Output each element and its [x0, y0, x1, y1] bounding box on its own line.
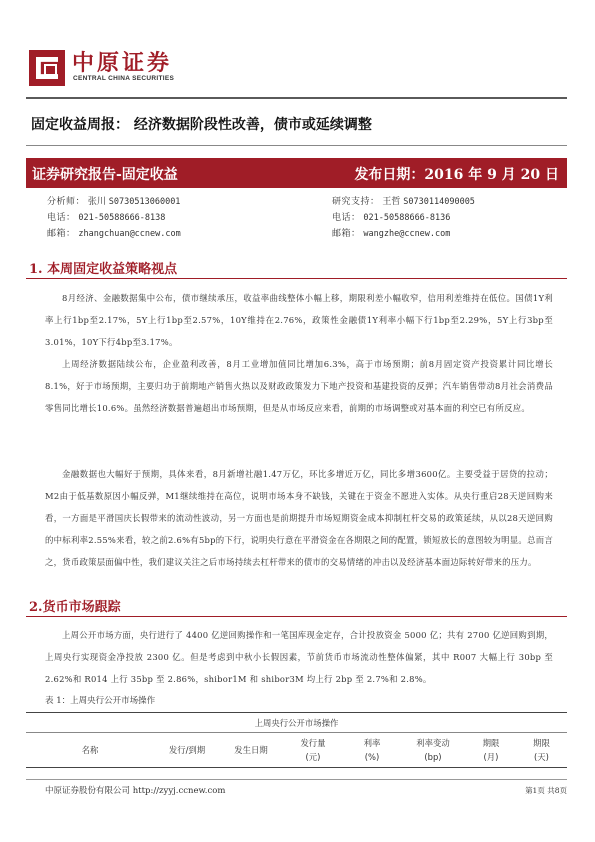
col-header-term-days: 期限 (天)	[516, 733, 567, 768]
analyst-phone: 021-50588666-8138	[78, 213, 166, 223]
paragraph-strategy-3: 金融数据也大幅好于预期，具体来看，8月新增社融1.47万亿，环比多增近万亿，同比多增3600亿。主要受益于居贷的拉动；M2由于低基数原因小幅反弹，M1继续维持在高位，说明市场本身不缺钱，关键在于资金不愿进入实体。从央行重启28天逆回购来看，一方面是平滑国庆长假带来的流动性波动，另一方面也是前期提升市场短期资金成本抑制杠杆交易的政策延续，从以28天逆回购的中标利率2.55%来看，较之前2.6%有5bp的下行，说明央行意在平滑资金在各期限之间的配置，锁短放长的意图较为明显。总而言之，货币政策层面偏中性，我们建议关注之后市场持续去杠杆带来的债市的交易情绪的冲击以及经济基本面边际转好带来的压力。	[45, 469, 553, 567]
analyst-label: 分析师：	[47, 197, 86, 207]
support-phone-line	[332, 210, 450, 223]
support-phone: 021-50588666-8136	[363, 213, 451, 223]
support-id: S0730114090005	[403, 197, 475, 207]
email-label: 邮箱：	[332, 229, 361, 239]
support-label: 研究支持：	[332, 197, 380, 207]
section-title-money-market: 2.货币市场跟踪	[29, 600, 121, 615]
col-header-rate: 利率 (%)	[344, 733, 400, 768]
phone-label: 电话：	[332, 213, 361, 223]
col-header-volume: 发行量 (元)	[282, 733, 344, 768]
analyst-email[interactable]: zhangchuan@ccnew.com	[78, 229, 181, 239]
col-header-date: 发生日期	[220, 733, 282, 768]
header-divider	[26, 97, 567, 99]
col-header-name: 名称	[26, 733, 154, 768]
support-name: 王哲	[382, 197, 401, 207]
paragraph-money-market-1: 上周公开市场方面，央行进行了 4400 亿逆回购操作和一笔国库现金定存，合计投放资金 5000 亿；共有 2700 亿逆回购到期，上周央行实现资金净投放 2300 亿。但是考虑到中秋小长假因素，节前货币市场流动性整体偏紧，其中 R007 大幅上行 30bp 至 2.62%和 R014 上行 35bp 至 2.86%，shibor1M 和 shibor3M 均上行 2bp 至 2.7%和 2.8%。	[45, 630, 553, 684]
col-header-rate-change: 利率变动 (bp)	[400, 733, 466, 768]
brand-name-cn: 中原证券	[72, 51, 173, 76]
analyst-phone-line	[47, 210, 165, 223]
brand-name-en: CENTRAL CHINA SECURITIES	[73, 75, 175, 82]
company-logo-icon	[29, 50, 65, 86]
table-header-row	[26, 733, 567, 768]
table-caption: 表 1：上周央行公开市场操作	[45, 696, 156, 706]
support-email-line	[332, 226, 450, 239]
report-title: 固定收益周报： 经济数据阶段性改善，债市或延续调整	[31, 117, 372, 133]
section-divider	[26, 616, 567, 617]
analyst-id: S0730513060001	[108, 197, 181, 207]
title-divider	[26, 145, 567, 146]
report-banner	[26, 158, 567, 188]
section-title-strategy: 1. 本周固定收益策略视点	[29, 262, 178, 277]
col-header-issue-maturity: 发行/到期	[154, 733, 220, 768]
report-category: 证券研究报告-固定收益	[32, 167, 178, 183]
analyst-line	[47, 194, 180, 207]
col-header-term-months: 期限 (月)	[466, 733, 516, 768]
analyst-name: 张川	[87, 197, 106, 207]
table-title-row	[26, 713, 567, 733]
open-market-table	[26, 712, 567, 768]
footer-divider	[26, 779, 567, 780]
phone-label: 电话：	[47, 213, 76, 223]
paragraph-strategy-1: 8月经济、金融数据集中公布，债市继续承压，收益率曲线整体小幅上移，期限利差小幅收窄，信用利差维持在低位。国债1Y利率上行1bp至2.17%，5Y上行1bp至2.57%，10Y维持在2.76%，政策性金融债1Y利率小幅下行1bp至2.29%，5Y上行3bp至3.01%，10Y下行4bp至3.17%。	[45, 293, 553, 347]
page-number: 第1页 共8页	[525, 786, 567, 795]
section-divider	[26, 278, 567, 279]
paragraph-strategy-2: 上周经济数据陆续公布，企业盈利改善，8月工业增加值同比增加6.3%，高于市场预期；前8月固定资产投资累计同比增长8.1%，好于市场预期，主要归功于前期地产销售火热以及财政政策发力下地产投资和基建投资的反弹；汽车销售带动8月社会消费品零售同比增长10.6%。虽然经济数据普遍超出市场预期，但是从市场反应来看，前期的市场调整或对基本面的利空已有所反应。	[45, 359, 553, 413]
email-label: 邮箱：	[47, 229, 76, 239]
support-email[interactable]: wangzhe@ccnew.com	[363, 229, 451, 239]
footer-company: 中原证券股份有限公司 http://zyyj.ccnew.com	[45, 786, 226, 796]
support-line	[332, 194, 475, 207]
analyst-email-line	[47, 226, 181, 239]
publish-date: 发布日期：2016 年 9 月 20 日	[354, 167, 559, 183]
table-title: 上周央行公开市场操作	[26, 713, 567, 733]
